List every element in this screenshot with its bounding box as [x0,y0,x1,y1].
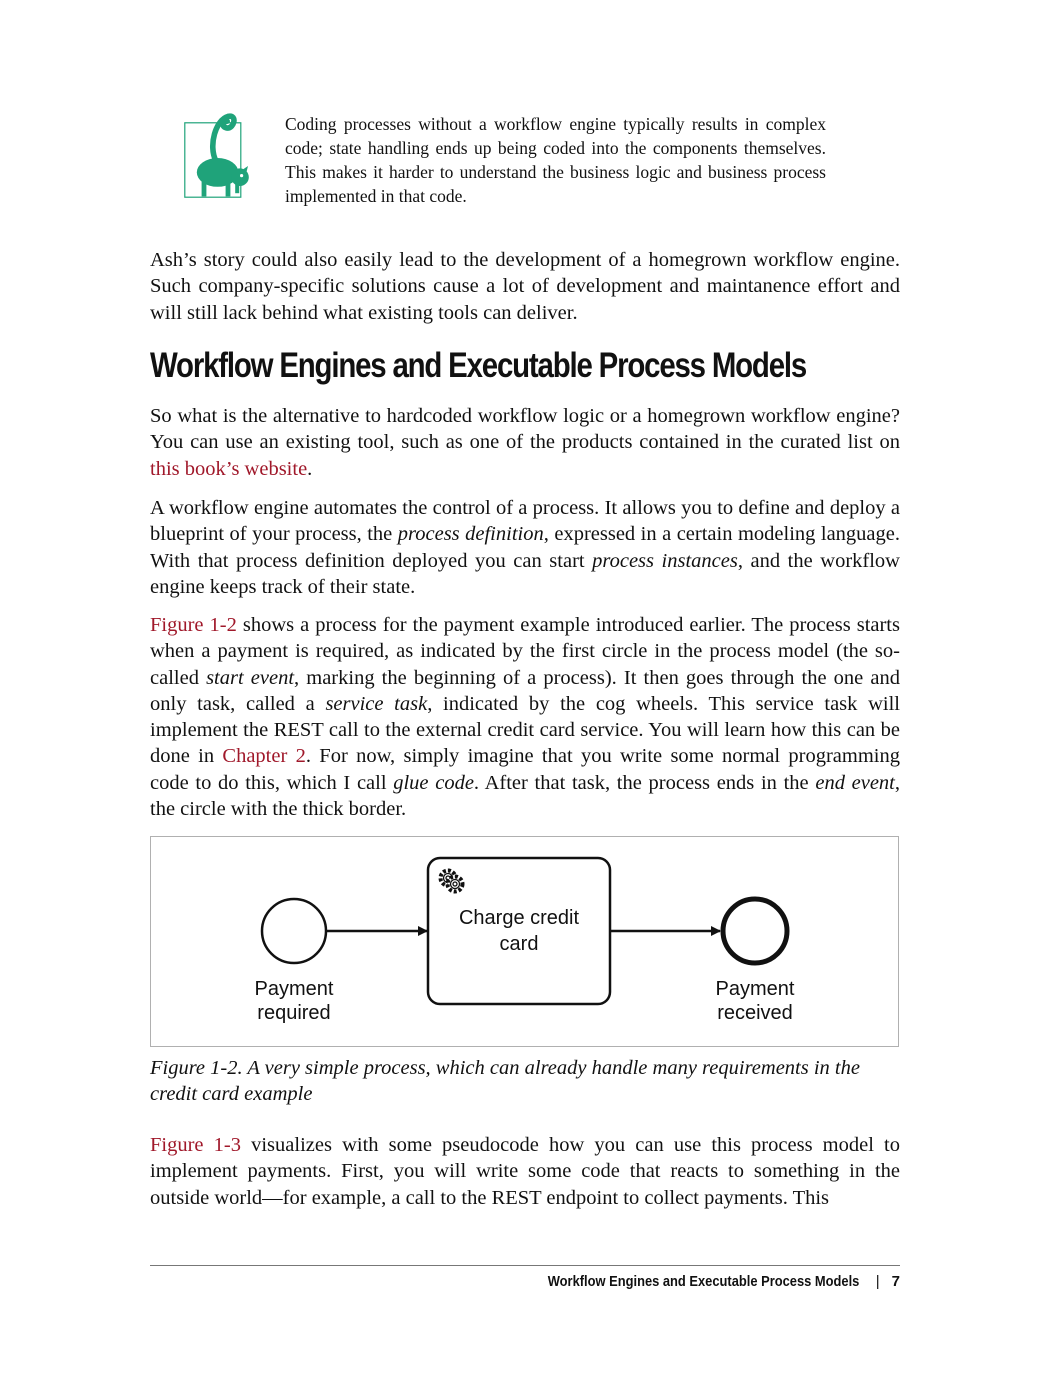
footer-rule [150,1265,900,1266]
text-run: shows a process for the payment example introduced earlier. The process starts when a payment is required, as indicated by the first circle in the process model (the so-called [150,614,900,689]
section-heading: Workflow Engines and Executable Process Models [150,346,807,385]
text-run: , indicated by the cog wheels. This service task will implement the REST call to the external credit card service. You will learn how this can be done in [150,692,900,768]
italic-term: start event [206,666,295,689]
text-run: . [307,457,313,480]
task-label-line-2: card [499,933,539,955]
figure-1-2-link[interactable]: Figure 1-2 [150,614,237,636]
paragraph-alternative [150,403,900,482]
paragraph-pseudocode [150,1132,900,1211]
end-event [723,899,787,963]
lemur-icon [184,104,256,212]
text-run: visualizes with some pseudocode how you can use this process model to implement payments. First, you will write some code that reacts to something in the outside world—for example, a call to the REST endpoint to collect payments. This [150,1134,900,1209]
process-diagram-figure [150,836,899,1047]
start-event-label-line-1: Payment [254,978,334,1000]
footer-separator: | [875,1273,880,1290]
text-run: . After that task, the process ends in the [473,771,816,794]
italic-term: process definition [397,523,544,546]
italic-term: service task [325,692,428,715]
figure-caption: Figure 1-2. A very simple process, which can already handle many requirements in the credit card example [150,1057,860,1106]
footer-title: Workflow Engines and Executable Process Models [548,1273,860,1290]
book-website-link[interactable]: this book’s website [150,457,308,480]
italic-term: process instances [592,549,738,572]
end-event-label-line-1: Payment [715,978,795,1000]
task-label-line-1: Charge credit [458,907,580,929]
page-number: 7 [891,1273,900,1290]
text-run: , expressed in a certain modeling language. With that process definition deployed you can start [150,523,900,572]
note-text: Coding processes without a workflow engine typically results in complex code; state handling ends up being coded into the components themselves. This makes it harder to understand the business logic and business process implemented in that code. [285,114,826,206]
text-run: A workflow engine automates the control of a process. It allows you to define and deploy a blueprint of your process, the [150,497,900,546]
italic-term: end event [815,771,895,794]
figure-1-3-link[interactable]: Figure 1-3 [150,1134,241,1156]
paragraph-workflow-engine [150,495,900,600]
text-run: , the circle with the thick border. [150,771,900,821]
chapter-2-link[interactable]: Chapter 2 [222,745,306,768]
italic-term: glue code [393,771,474,794]
process-diagram [151,837,900,1048]
paragraph-figure-description [150,612,900,822]
start-event [262,899,326,963]
text-run: So what is the alternative to hardcoded workflow logic or a homegrown workflow engine? You can use an existing tool, such as one of the products contained in the curated list on [150,405,900,454]
text-run: , marking the beginning of a process). It then goes through the one and only task, called a [150,666,900,715]
page-footer [497,1273,900,1290]
paragraph-homegrown-engine: Ash’s story could also easily lead to the development of a homegrown workflow engine. Such company-specific solutions cause a lot of development and maintanence effort and will still lack behind what existing tools can deliver. [150,249,900,324]
start-event-label-line-2: required [257,1002,331,1024]
end-event-label-line-2: received [717,1002,793,1024]
text-run: , and the workflow engine keeps track of their state. [150,549,900,598]
text-run: . For now, simply imagine that you write some normal programming code to do this, which I call [150,745,900,794]
